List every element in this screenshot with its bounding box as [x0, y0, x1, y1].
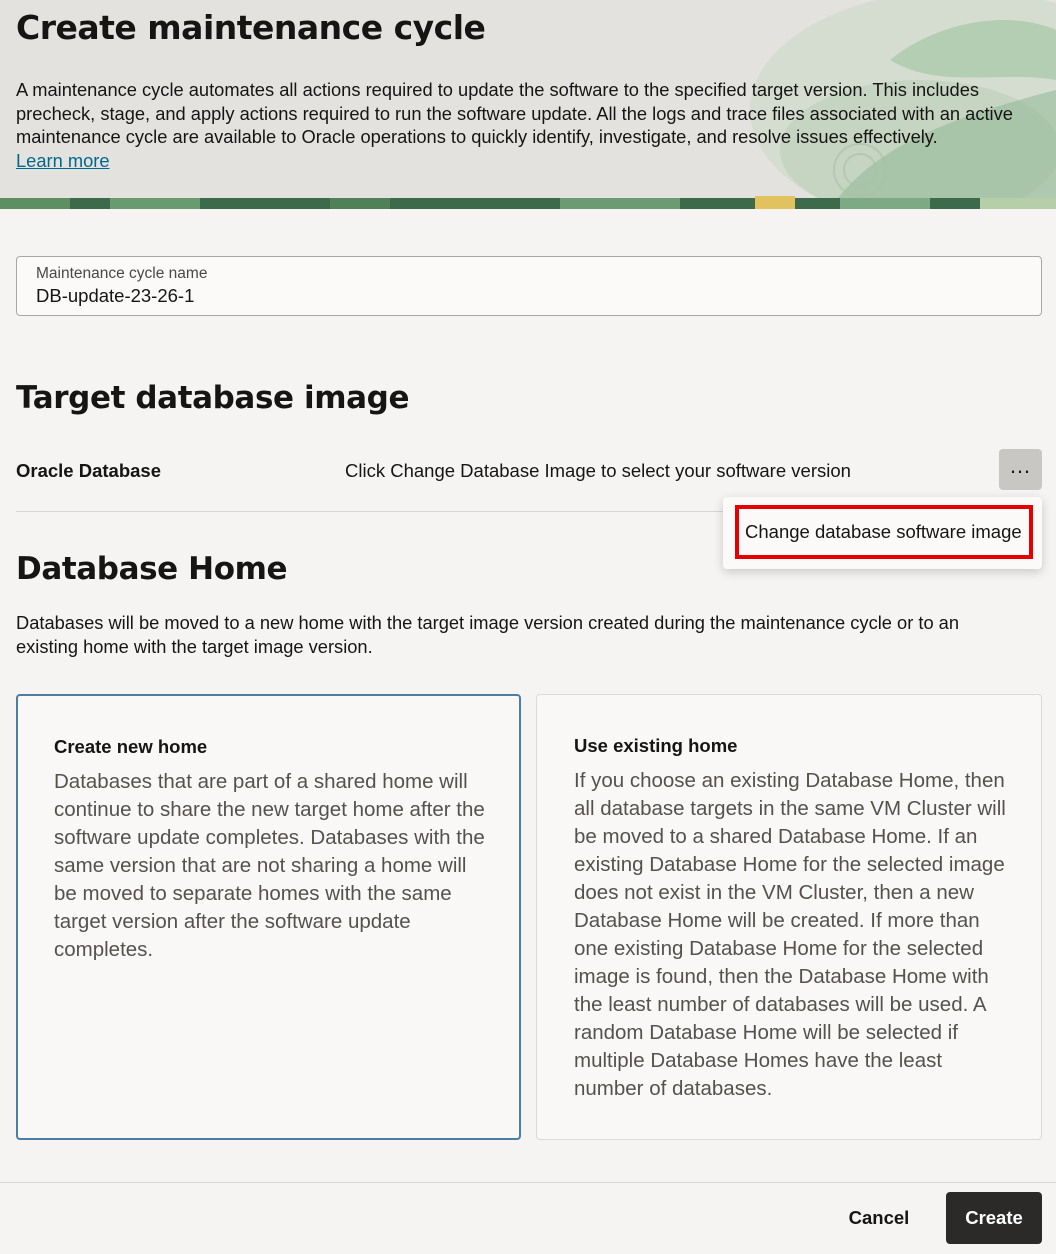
database-home-description: Databases will be moved to a new home with the target image version created during the maintenance cycle or to an existing home with the target image version.	[16, 612, 960, 657]
learn-more-link[interactable]: Learn more	[16, 149, 110, 171]
page-description	[16, 78, 1041, 172]
create-button[interactable]: Create	[946, 1192, 1042, 1244]
change-database-software-image-menu-item[interactable]: Change database software image	[735, 505, 1033, 559]
use-existing-home-option[interactable]	[536, 694, 1042, 1140]
create-new-home-option[interactable]	[16, 694, 521, 1140]
more-actions-button[interactable]	[999, 449, 1042, 490]
maintenance-cycle-name-field[interactable]	[16, 256, 1042, 316]
image-selection-hint: Click Change Database Image to select your software version	[345, 460, 851, 481]
actions-menu	[723, 497, 1042, 569]
create-new-home-title: Create new home	[54, 736, 208, 757]
page-header	[0, 0, 1056, 209]
target-image-heading: Target database image	[16, 380, 410, 416]
ellipsis-icon: …	[1009, 452, 1032, 478]
use-existing-home-title: Use existing home	[574, 735, 738, 756]
footer-divider	[0, 1182, 1056, 1183]
name-field-label: Maintenance cycle name	[36, 265, 208, 282]
oracle-database-label: Oracle Database	[16, 460, 162, 481]
maintenance-cycle-name-input[interactable]	[36, 285, 1016, 307]
create-new-home-text: Databases that are part of a shared home will continue to share the new target home after the software update completes. Databases with the same version that are not sharing a home will be moved to separate homes with the same target version after the software update completes.	[54, 770, 485, 961]
description-text: A maintenance cycle automates all actions required to update the software to the specified target version. This includes precheck, stage, and apply actions required to run the software update. All the logs and trace files associated with an active maintenance cycle are available to Oracle operations to quickly identify, investigate, and resolve issues effectively.	[16, 79, 1013, 147]
use-existing-home-text: If you choose an existing Database Home, then all database targets in the same VM Cluster will be moved to a shared Database Home. If an existing Database Home for the selected image does not exist in the VM Cluster, then a new Database Home will be created. If more than one existing Database Home for the selected image is found, then the Database Home with the least number of databases will be used. A random Database Home will be selected if multiple Database Homes have the least number of databases.	[574, 769, 1006, 1100]
database-home-heading: Database Home	[16, 551, 288, 587]
cancel-button[interactable]: Cancel	[836, 1192, 922, 1244]
page-title: Create maintenance cycle	[16, 8, 486, 47]
